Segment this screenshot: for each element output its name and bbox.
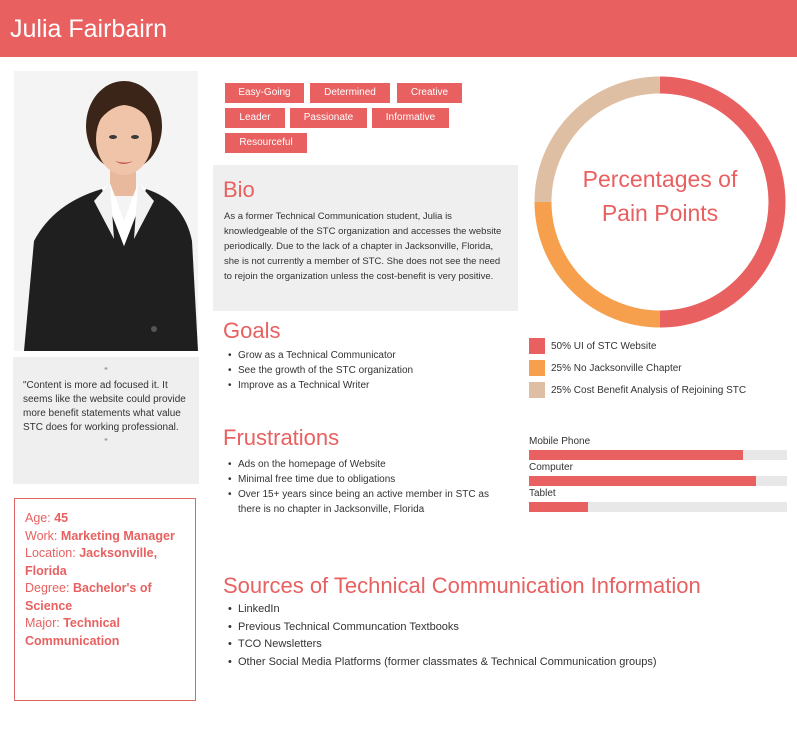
age-label: Age: (25, 511, 51, 525)
quote-close-mark: " (104, 437, 108, 447)
degree-value: Bachelor's of Science (25, 581, 152, 613)
work-value: Marketing Manager (60, 528, 175, 543)
quote-open-mark: " (104, 366, 108, 376)
degree-row (25, 580, 185, 615)
list-item: • Minimal free time due to obligations (228, 472, 508, 487)
trait-tag: Easy-Going (225, 83, 304, 103)
list-item: • Improve as a Technical Writer (228, 378, 518, 393)
device-label: Computer (529, 462, 573, 473)
device-bar-fill (529, 476, 756, 486)
legend-label: 25% No Jacksonville Chapter (551, 363, 682, 374)
list-item: • Previous Technical Communcation Textbooks (228, 619, 768, 637)
sources-title: Sources of Technical Communication Information (223, 573, 701, 598)
bio-title: Bio (223, 177, 255, 202)
sources-list (228, 601, 768, 671)
trait-tag: Resourceful (225, 133, 307, 153)
profile-info (14, 498, 196, 701)
trait-tag: Creative (397, 83, 462, 103)
device-usage (529, 434, 787, 512)
work-label: Work: (25, 528, 58, 543)
trait-tag: Passionate (290, 108, 367, 128)
list-item: • Ads on the homepage of Website (228, 457, 508, 472)
quote-text: "Content is more ad focused it. It seems like the website could provide more benefit statements what value STC does for working professional. (23, 380, 186, 433)
bio-panel (213, 165, 518, 311)
device-bar-fill (529, 502, 588, 512)
legend-swatch (529, 338, 545, 354)
persona-photo (14, 71, 198, 351)
frustrations-title: Frustrations (223, 425, 340, 450)
device-bar-track (529, 476, 787, 486)
frustrations-list (228, 457, 508, 517)
device-row (529, 486, 787, 512)
list-item: • Over 15+ years since being an active member in STC as there is no chapter in Jacksonville, Florida (228, 487, 508, 517)
bio-text: As a former Technical Communication student, Julia is knowledgeable of the STC organization and accesses the website periodically. Due to the lack of a chapter in Jacksonville, Florida, she is not currently a member of STC. She does not see the need to rejoin the organization unless the cost-benefit is very positive. (224, 211, 502, 282)
donut-title-line2: Pain Points (601, 200, 719, 226)
goals-list (228, 348, 518, 393)
device-bar-track (529, 450, 787, 460)
legend-label: 25% Cost Benefit Analysis of Rejoining STC (551, 385, 747, 396)
legend-swatch (529, 382, 545, 398)
major-label: Major: (25, 616, 60, 630)
device-row (529, 460, 787, 486)
list-item: • LinkedIn (228, 601, 768, 619)
goals-title: Goals (223, 318, 281, 343)
location-label: Location: (25, 546, 76, 560)
legend-swatch (529, 360, 545, 376)
legend-label: 50% UI of STC Website (551, 341, 657, 352)
major-row (25, 615, 185, 650)
list-item: • Grow as a Technical Communicator (228, 348, 518, 363)
donut-title-line1: Percentages of (582, 166, 738, 192)
pain-points-donut-chart (530, 72, 790, 332)
list-item: • TCO Newsletters (228, 636, 768, 654)
major-value: Technical Communication (25, 616, 120, 648)
trait-tag: Informative (372, 108, 449, 128)
age-value: 45 (54, 511, 69, 525)
trait-tag: Determined (310, 83, 390, 103)
quote-box (13, 357, 199, 484)
device-row (529, 434, 787, 460)
persona-name: Julia Fairbairn (10, 15, 168, 43)
location-value: Jacksonville, Florida (25, 546, 158, 578)
location-row (25, 545, 185, 580)
list-item: • See the growth of the STC organization (228, 363, 518, 378)
device-bar-track (529, 502, 787, 512)
list-item: • Other Social Media Platforms (former classmates & Technical Communication groups) (228, 654, 768, 672)
device-label: Mobile Phone (529, 436, 591, 447)
work-row (25, 528, 185, 546)
header-bar (0, 0, 797, 57)
device-label: Tablet (529, 488, 556, 499)
trait-tag: Leader (225, 108, 285, 128)
degree-label: Degree: (25, 581, 70, 595)
device-bar-fill (529, 450, 743, 460)
age-row (25, 510, 185, 528)
